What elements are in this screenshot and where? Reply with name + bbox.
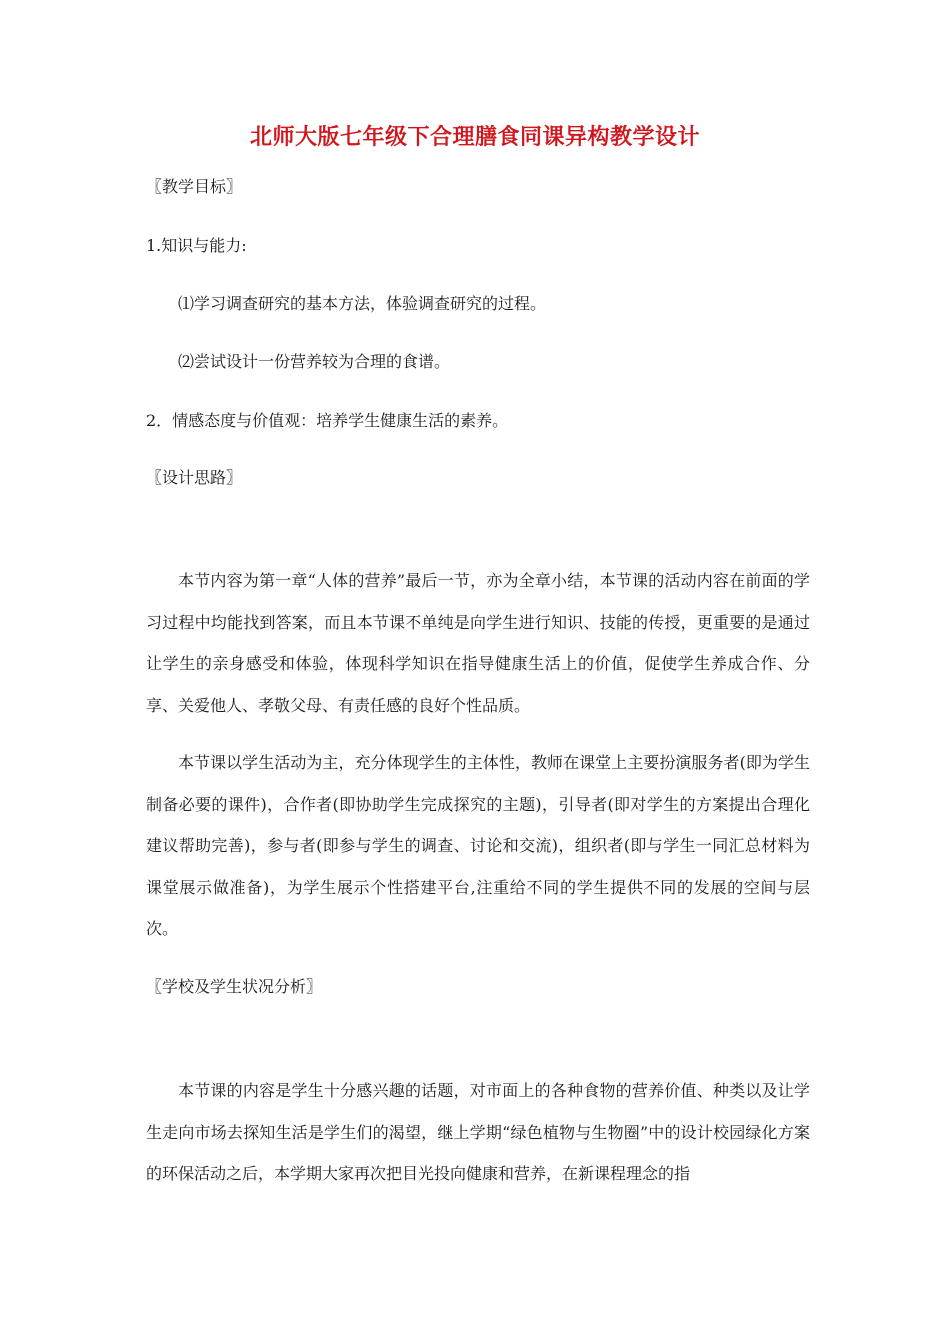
- objectives-heading: 〖教学目标〗: [146, 177, 243, 196]
- analysis-heading: 〖学校及学生状况分析〗: [146, 977, 323, 996]
- analysis-paragraph-1: 本节课的内容是学生十分感兴趣的话题，对市面上的各种食物的营养价值、种类以及让学生走向市场去探知生活是学生们的渴望，继上学期“绿色植物与生物圈”中的设计校园绿化方案的环保活动之后，本学期大家再次把目光投向健康和营养，在新课程理念的指: [146, 1081, 810, 1183]
- objective-item-1: ⑴学习调查研究的基本方法，体验调查研究的过程。: [178, 294, 547, 313]
- design-paragraph-1: 本节内容为第一章“人体的营养”最后一节，亦为全章小结，本节课的活动内容在前面的学习过程中均能找到答案，而且本节课不单纯是向学生进行知识、技能的传授，更重要的是通过让学生的亲身感受和体验，体现科学知识在指导健康生活上的价值，促使学生养成合作、分享、关爱他人、孝敬父母、有责任感的良好个性品质。: [146, 571, 810, 715]
- design-paragraph-2: 本节课以学生活动为主，充分体现学生的主体性，教师在课堂上主要扮演服务者(即为学生制备必要的课件)，合作者(即协助学生完成探究的主题)，引导者(即对学生的方案提出合理化建议帮助完善)，参与者(即参与学生的调查、讨论和交流)，组织者(即与学生一同汇总材料为课堂展示做准备)，为学生展示个性搭建平台,注重给不同的学生提供不同的发展的空间与层次。: [146, 753, 810, 938]
- document-title: 北师大版七年级下合理膳食同课异构教学设计: [249, 125, 700, 150]
- emotion-values-item: 2．情感态度与价值观：培养学生健康生活的素养。: [146, 411, 509, 430]
- knowledge-ability-heading: 1.知识与能力:: [146, 236, 247, 255]
- objective-item-2: ⑵尝试设计一份营养较为合理的食谱。: [178, 352, 451, 371]
- design-heading: 〖设计思路〗: [146, 468, 243, 487]
